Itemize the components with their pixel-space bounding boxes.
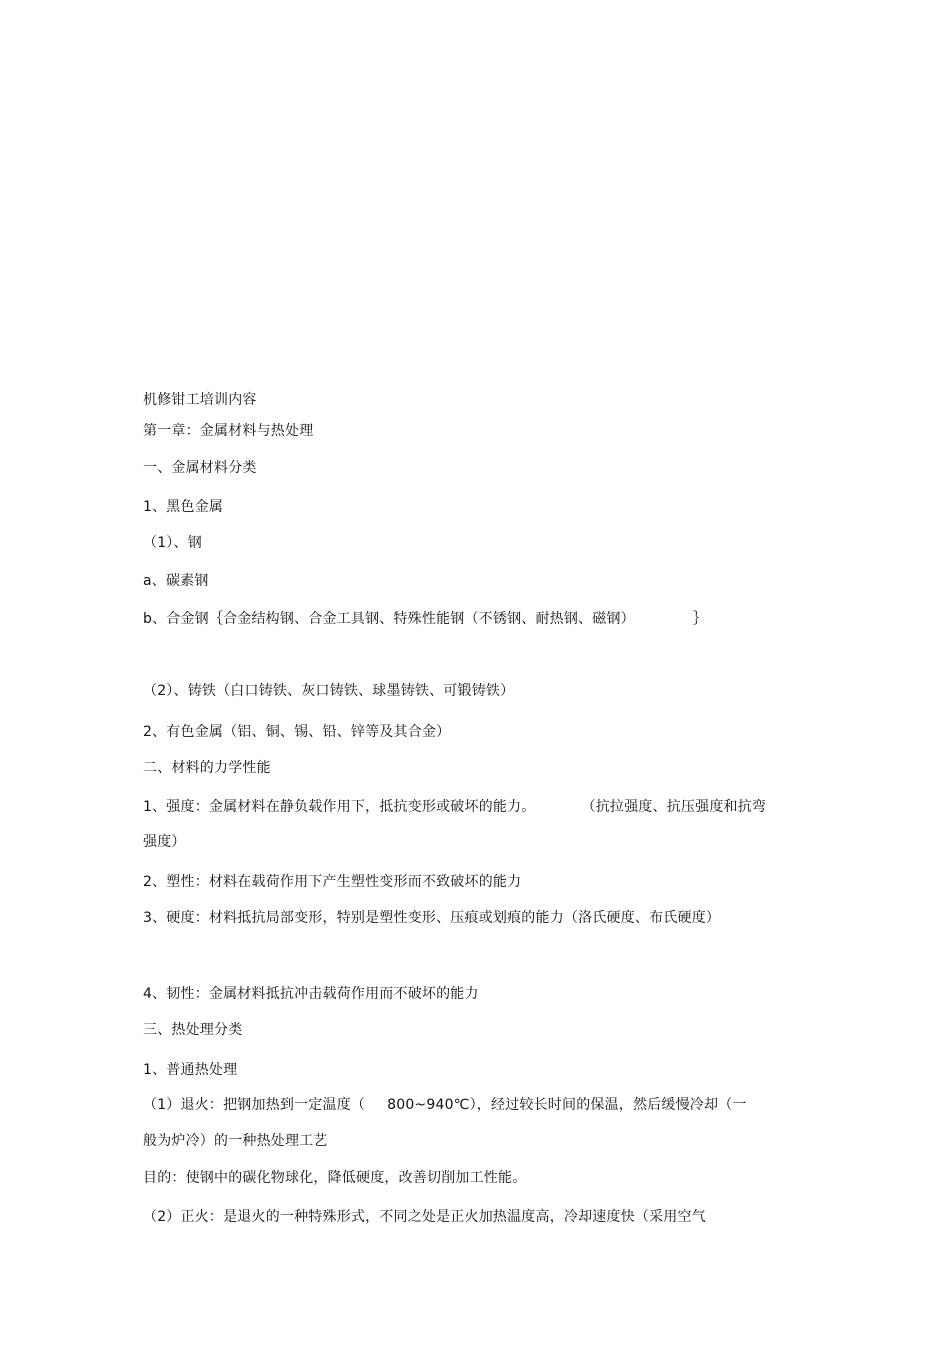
chapter-heading: 第一章：金属材料与热处理 [143,423,314,439]
item-steel: （1）、钢 [143,535,202,551]
item-hardness: 3、硬度：材料抵抗局部变形，特别是塑性变形、压痕或划痕的能力（洛氏硬度、布氏硬度） [143,910,721,926]
section-heading-1: 一、金属材料分类 [143,460,257,476]
item-cast-iron: （2）、铸铁（白口铸铁、灰口铸铁、球墨铸铁、可锻铸铁） [143,683,515,699]
subsection-ferrous-metals: 1、黑色金属 [143,499,224,515]
subsection-ordinary-heat-treatment: 1、普通热处理 [143,1062,238,1078]
subsection-nonferrous-metals: 2、有色金属（铝、铜、锡、铅、锌等及其合金） [143,724,451,740]
item-plasticity: 2、塑性：材料在载荷作用下产生塑性变形而不致破坏的能力 [143,874,522,890]
alloy-steel-text: b、合金钢｛合金结构钢、合金工具钢、特殊性能钢（不锈钢、耐热钢、磁钢） [143,611,635,627]
strength-types: （抗拉强度、抗压强度和抗弯 [581,799,767,815]
item-annealing [143,1095,747,1115]
item-carbon-steel: a、碳素钢 [143,573,209,589]
annealing-text: （1）退火：把钢加热到一定温度（ [143,1097,366,1113]
item-strength-continued: 强度） [143,834,186,850]
document-title: 机修钳工培训内容 [143,392,257,408]
section-heading-3: 三、热处理分类 [143,1022,243,1038]
section-heading-2: 二、材料的力学性能 [143,760,271,776]
item-strength [143,797,766,817]
item-normalizing: （2）正火：是退火的一种特殊形式，不同之处是正火加热温度高，冷却速度快（采用空气 [143,1209,706,1225]
item-annealing-purpose: 目的：使钢中的碳化物球化，降低硬度，改善切削加工性能。 [143,1170,527,1186]
strength-text: 1、强度：金属材料在静负载作用下，抵抗变形或破坏的能力。 [143,799,536,815]
item-toughness: 4、韧性：金属材料抵抗冲击载荷作用而不破坏的能力 [143,986,479,1002]
alloy-steel-close-brace: ｝ [692,611,708,627]
item-annealing-continued: 般为炉冷）的一种热处理工艺 [143,1133,328,1149]
item-alloy-steel [143,609,707,629]
annealing-temperature: 800~940℃），经过较长时间的保温，然后缓慢冷却（一 [387,1097,747,1113]
